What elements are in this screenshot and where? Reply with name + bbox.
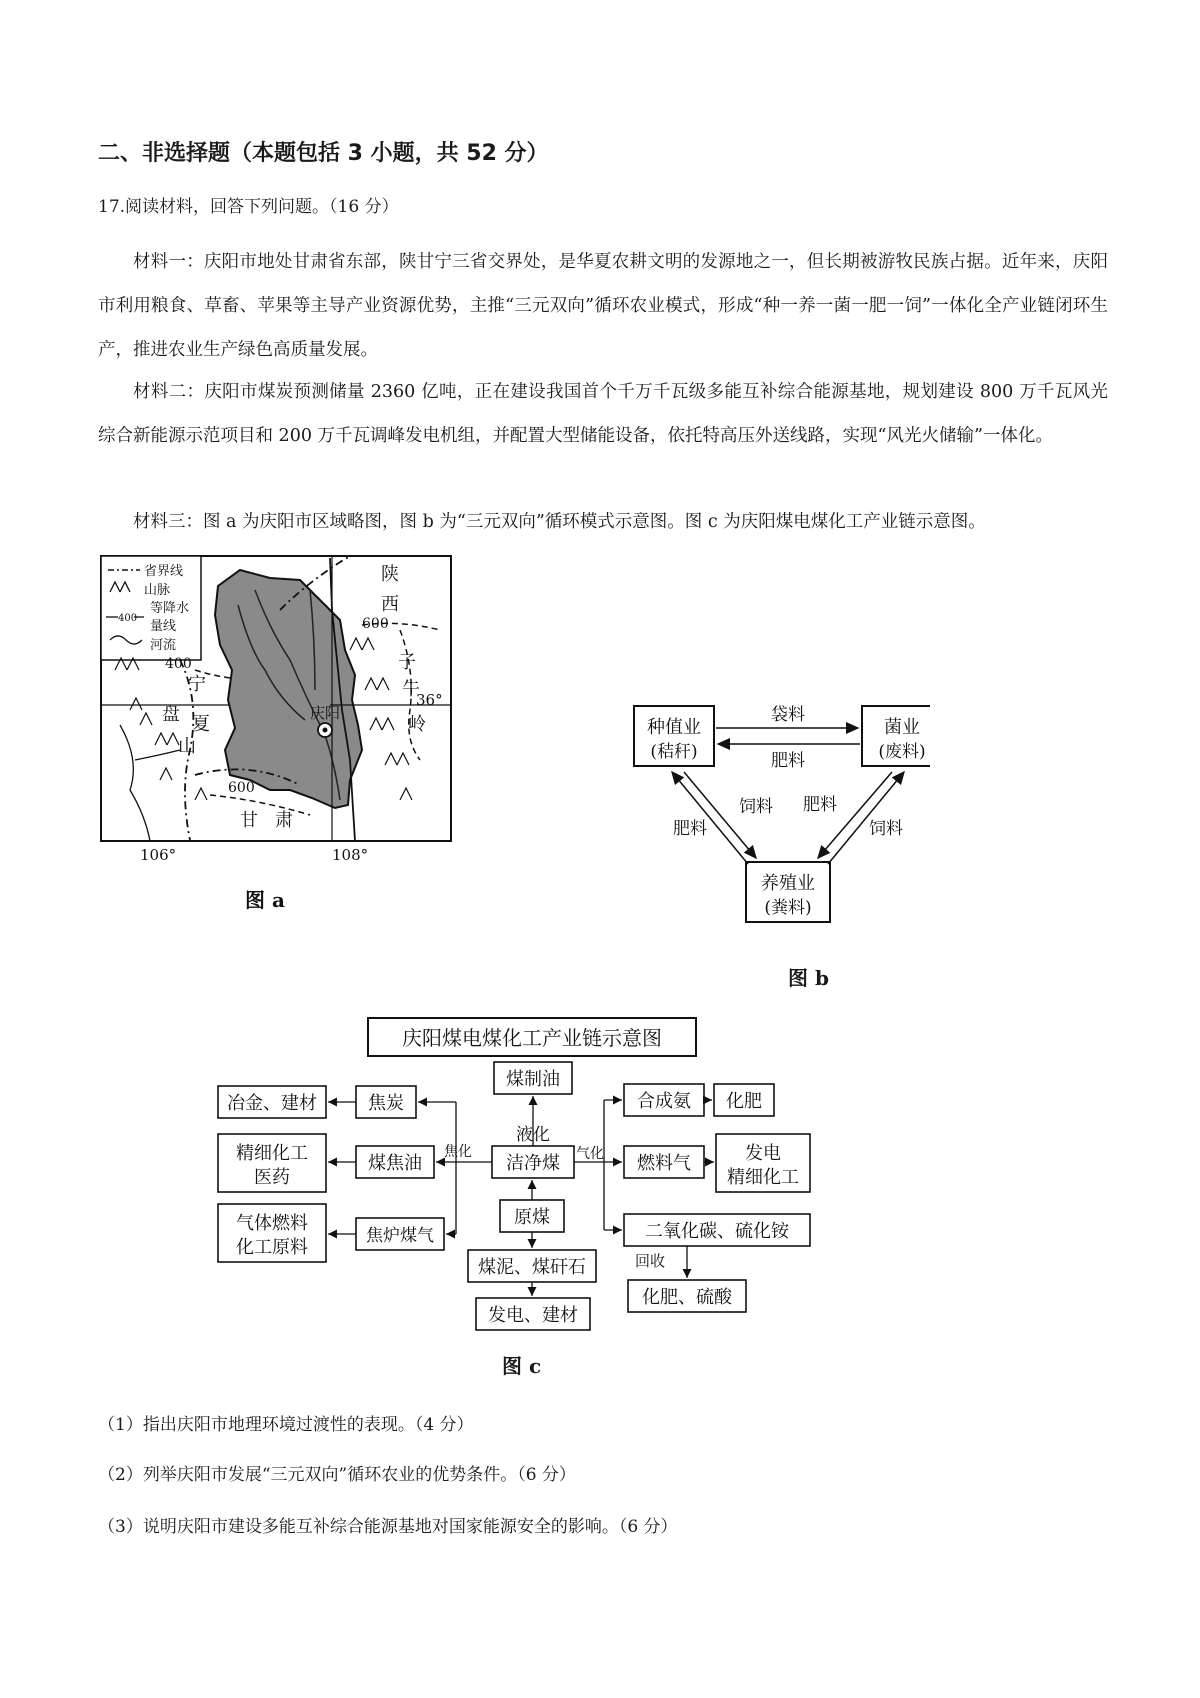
label-lat-36: 36° (416, 691, 443, 709)
text-fert-acid: 化肥、硫酸 (642, 1287, 732, 1308)
edge-feed-left: 饲料 (739, 797, 773, 817)
edge-fertilizer-left: 肥料 (673, 819, 707, 839)
label-shaanxi-1: 陕 (381, 564, 399, 585)
node-breeding-sub: (粪料) (764, 898, 812, 918)
node-planting-name: 种值业 (647, 717, 701, 738)
figure-b-caption: 图 b (788, 966, 829, 990)
label-wu: 午 (402, 679, 420, 700)
text-generation: 发电 (745, 1143, 781, 1164)
label-liquefy: 液化 (516, 1125, 550, 1145)
text-chem-raw: 化工原料 (236, 1237, 308, 1258)
label-gasify: 气化 (576, 1146, 604, 1162)
text-raw-coal: 原煤 (514, 1207, 550, 1228)
chain-title: 庆阳煤电煤化工产业链示意图 (402, 1026, 662, 1050)
text-coal-oil: 煤制油 (506, 1069, 560, 1090)
edge-fertilizer-right: 肥料 (803, 795, 837, 815)
arrow-breeding-to-plant (672, 772, 748, 864)
legend-mountain: 山脉 (144, 583, 171, 598)
text-coke-gas: 焦炉煤气 (366, 1226, 434, 1246)
text-coal-tar: 煤焦油 (368, 1153, 422, 1174)
label-iso400: 400 (165, 656, 192, 672)
node-fungus-sub: (废料) (878, 742, 926, 762)
label-xia: 夏 (192, 714, 210, 735)
text-coke: 焦炭 (368, 1093, 404, 1114)
figure-c-chain (200, 1010, 840, 1390)
node-fungus-name: 菌业 (884, 717, 920, 738)
section-title: 二、非选择题（本题包括 3 小题，共 52 分） (98, 141, 549, 166)
arrow-breeding-to-fungus (828, 772, 904, 864)
text-gas-fuel: 气体燃料 (236, 1213, 308, 1234)
node-planting-sub: (秸秆) (650, 742, 698, 762)
label-iso600-east: 600 (362, 616, 389, 632)
text-clean-coal: 洁净煤 (506, 1153, 560, 1174)
label-iso600-south: 600 (228, 780, 255, 796)
label-zi: 子 (398, 652, 416, 673)
label-recycle: 回收 (634, 1252, 666, 1270)
label-pan: 盘 (162, 704, 180, 725)
arrow-fungus-to-breeding (818, 772, 892, 858)
edge-bag-material: 袋料 (771, 705, 805, 725)
text-fine-chem-2: 精细化工 (727, 1167, 799, 1188)
legend-province: 省界线 (144, 564, 184, 579)
text-fine-chem: 精细化工 (236, 1143, 308, 1164)
figure-a-caption: 图 a (245, 888, 285, 912)
label-ning: 宁 (188, 674, 206, 695)
text-co2: 二氧化碳、硫化铵 (645, 1221, 789, 1242)
isohyet-600-south (210, 795, 310, 815)
label-ling: 岭 (408, 714, 426, 735)
label-gan: 甘 (240, 810, 258, 831)
edge-fertilizer-top: 肥料 (771, 751, 805, 771)
label-qingyang: 庆阳 (310, 704, 341, 722)
figure-b-cycle (630, 700, 930, 1000)
figure-c-caption: 图 c (502, 1354, 542, 1378)
label-shan: 山 (178, 736, 196, 757)
label-coking: 焦化 (444, 1144, 472, 1160)
subquestion-3: （3）说明庆阳市建设多能互补综合能源基地对国家能源安全的影响。（6 分） (98, 1517, 678, 1537)
text-metallurgy: 冶金、建材 (227, 1093, 317, 1114)
label-lon-106: 106° (140, 846, 177, 864)
label-su: 肃 (275, 810, 293, 831)
subquestion-2: （2）列举庆阳市发展“三元双向”循环农业的优势条件。（6 分） (98, 1465, 576, 1485)
river-west (120, 725, 150, 841)
subquestion-1: （1）指出庆阳市地理环境过渡性的表现。（4 分） (98, 1415, 474, 1435)
text-slime: 煤泥、煤矸石 (478, 1257, 586, 1278)
question-17: 17.阅读材料，回答下列问题。（16 分） (98, 197, 399, 217)
material-2: 材料二：庆阳市煤炭预测储量 2360 亿吨，正在建设我国首个千万千瓦级多能互补综合能源基地，规划建设 800 万千瓦风光综合新能源示范项目和 200 万千瓦调峰发电机组，并配置大型储能设备，依托特高压外送线路，实现“风光火储输”一体化。 (98, 382, 1108, 446)
legend-isohyet-value: 400 (118, 613, 138, 624)
material-1: 材料一：庆阳市地处甘肃省东部，陕甘宁三省交界处，是华夏农耕文明的发源地之一，但长期被游牧民族占据。近年来，庆阳市利用粮食、草畜、苹果等主导产业资源优势，主推“三元双向”循环农业模式，形成“种一养一菌一肥一饲”一体化全产业链闭环生产，推进农业生产绿色高质量发展。 (98, 252, 1108, 360)
label-shaanxi-2: 西 (381, 594, 399, 615)
text-fuel-gas: 燃料气 (637, 1153, 691, 1174)
text-ammonia: 合成氨 (637, 1091, 691, 1112)
node-breeding-name: 养殖业 (761, 873, 815, 894)
legend-isohyet-2: 量线 (150, 619, 177, 634)
edge-feed-right: 饲料 (869, 819, 903, 839)
figure-a-map (100, 550, 520, 920)
legend-river: 河流 (150, 638, 177, 653)
text-fertilizer: 化肥 (726, 1091, 762, 1112)
label-lon-108: 108° (332, 846, 369, 864)
text-medicine: 医药 (254, 1167, 290, 1188)
material-3: 材料三：图 a 为庆阳市区域略图，图 b 为“三元双向”循环模式示意图。图 c 为庆阳煤电煤化工产业链示意图。 (133, 512, 986, 532)
text-power: 发电、建材 (488, 1305, 578, 1326)
legend-isohyet-1: 等降水 (150, 601, 190, 616)
